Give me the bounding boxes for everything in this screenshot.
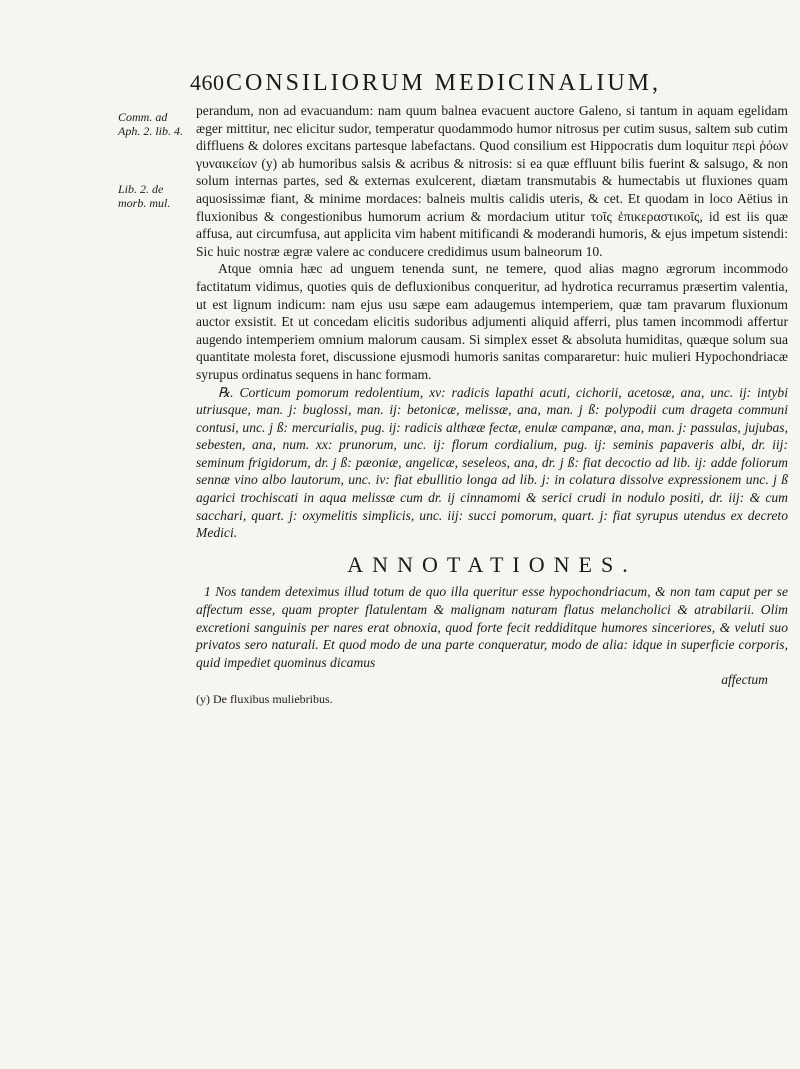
body-paragraph: perandum, non ad evacuandum: nam quum balnea evacuent auctore Galeno, si tantum in aquam egelidam æger mittitur, nec elicitur sudor, temperatur quodammodo humor nitrosus per cutim susus, saltem sub cutim diffluens & dolores excitans partesque labefactans. Quod consilium est Hippocratis dum loquitur περὶ ῥόων γυναικείων (y) ab humoribus salsis & acribus & nitrosis: si ea quæ effluunt bilis fuerint & salsugo, & non solum internas partes, sed & externas exulcerent, diætam transmutabis & humectabis ut fluxiones quam aquosissimæ fiant, & minime mordaces: balneis multis calidis uteris, & cet. Et quodam in loco Aëtius in fluxionibus & congestionibus humorum acrium & mordacium utitur τοῖς ἐπικεραστικοῖς, id est iis quæ affusa, aut circumfusa, aut applicita vim habent mitificandi & moderandi humoris, & ejus impetum sistendi: Sic huic nostræ ægræ valere ac conducere credidimus usum balneorum 10. — [196, 103, 788, 259]
annotation-paragraph: 1 Nos tandem deteximus illud totum de quo illa queritur esse hypochondriacum, & non tam caput per se affectum esse, quam propter flatulentam & malignam naturam flatus melancholici & atrabilarii. Olim excretioni sanguinis per nares erat obnoxia, quod forte fecit reddiditque humores sinceriores, & veluti suo privatos sero naturali. Et quod modo de una parte conqueratur, modo de alia: idque in superficie corporis, quid impediet quominus dicamus — [196, 584, 788, 670]
footnote: (y) De fluxibus muliebribus. — [196, 692, 333, 706]
page-number: 460 — [190, 70, 225, 95]
margin-notes — [118, 110, 188, 254]
prescription-paragraph: ℞. Corticum pomorum redolentium, xv: radicis lapathi acuti, cichorii, acetosæ, ana, unc. ij: intybi utriusque, man. j: buglossi, man. ij: betonicæ, melissæ, ana, man. j ß: polypodii cum drageta communi contusi, unc. j ß: mercurialis, pug. ij: radicis althææ fectæ, enulæ campanæ, ana, man. j: passulas, jujubas, sebesten, ana, num. xx: prunorum, unc. ij: florum cordialium, pug. ij: seminis papaveris albi, dr. iij: seminum frigidorum, dr. j ß: pæoniæ, angelicæ, seseleos, ana, dr. j ß: fiat decoctio ad lib. ij: adde foliorum sennæ vino albo lautorum, unc. iv: fiat ebullitio longa ad lib. j: in colatura dissolve expressionem unc. j ß agarici trochiscati in aqua melissæ cum dr. ij cinnamomi & serici crudi in nodulo positi, dr. iij: & cum sacchari, quart. j: oxymelitis simplicis, unc. iij: succi pomorum, quart. j: fiat syrupus utendus ex decreto Medici. — [196, 384, 788, 541]
body-paragraph: Atque omnia hæc ad unguem tenenda sunt, ne temere, quod alias magno ægrorum incommodo factitatum vidimus, quoties quis de defluxionibus conqueritur, ad hydrotica recurramus præsertim valentia, ut est lignum indicum: nam ejus usu sæpe eam adaugemus intemperiem, quæ tam pravarum fluxionum auctor exsistit. Et ut concedam elicitis sudoribus adjumenti aliquid afferri, plus tamen incommodi affertur augendo intemperiem omnium malorum causam. Si simplex esset & absoluta humiditas, quæque solum sua quantitate molesta foret, discussione ejusmodi humoris sanitas compararetur: huic mulieri Hypochondriacæ syrupus ordinatus sequens in hanc formam. — [196, 261, 788, 382]
page-header — [190, 70, 790, 100]
catchword: affectum — [721, 672, 768, 688]
annotations-heading: ANNOTATIONES. — [347, 551, 637, 577]
main-text — [196, 102, 788, 709]
running-title: CONSILIORUM MEDICINALIUM, — [226, 70, 661, 96]
margin-note: Lib. 2. de morb. mul. — [118, 182, 171, 210]
margin-note: Comm. ad Aph. 2. lib. 4. — [118, 110, 183, 138]
